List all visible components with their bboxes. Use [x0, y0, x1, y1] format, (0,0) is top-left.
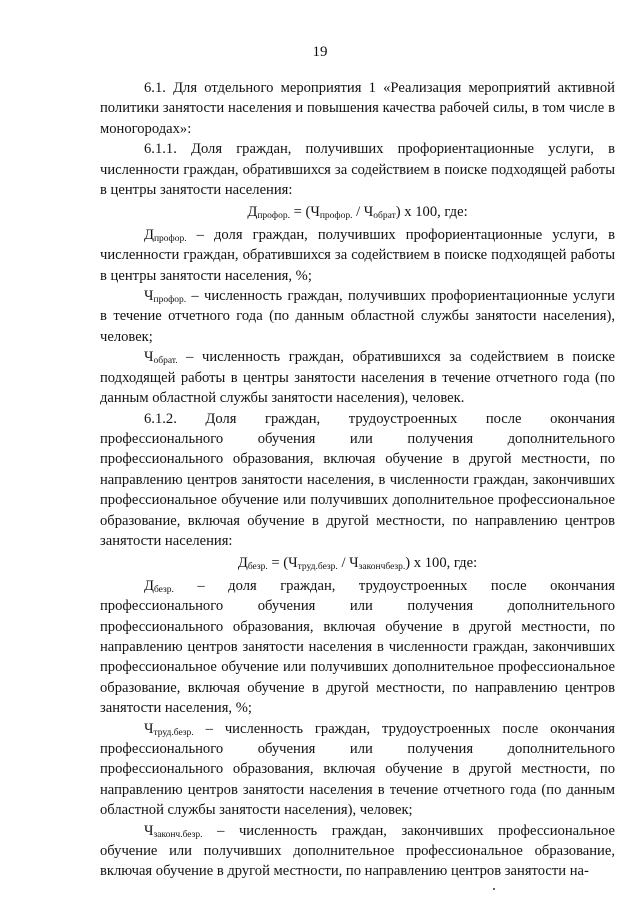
- formula-slash: / Ч: [337, 555, 359, 572]
- def-symbol: Ч: [144, 349, 154, 366]
- definition-d-profor: [100, 225, 615, 286]
- formula-lhs: Д: [247, 204, 258, 221]
- def-text: – численность граждан, обратившихся за содействием в поиске подходящей работы в центры занятости населения в течение отчетного года (по данным областной службы занятости населения), человек.: [100, 349, 615, 407]
- definition-ch-profor: [100, 286, 615, 347]
- def-symbol: Д: [144, 226, 154, 243]
- def-symbol: Ч: [144, 720, 154, 737]
- def-text: – доля граждан, получивших профориентационные услуги, в численности граждан, обратившихся за содействием в поиске подходящей работы в центры занятости населения, %;: [100, 226, 615, 284]
- page-content: [100, 78, 615, 882]
- formula-b-sub: обрат: [373, 211, 396, 222]
- formula-a-sub: профор.: [319, 211, 353, 222]
- formula-lhs-sub: профор.: [257, 211, 290, 222]
- paragraph-6-1-2-body: профессионального обучения или получения дополнительного профессионального образования, включая обучение в другой местности, по направлению центров занятости населения, в численности граждан, закончивших профессиональное обучение или получивших дополнительное профессиональное образование, включая обучение в другой местности, по направлению центров занятости населения:: [100, 430, 615, 549]
- definition-d-bezr: [100, 576, 615, 719]
- formula-b-sub: закончбезр.: [358, 562, 406, 573]
- def-text: – численность граждан, трудоустроенных после окончания профессионального обучения или получения дополнительного профессионального образования, включая обучение в другой местности, по направлению центров занятости населения в течение отчетного года (по данным областной службы занятости населения), человек;: [100, 720, 615, 819]
- definition-ch-trud-bezr: [100, 719, 615, 821]
- formula-a-sub: труд.безр.: [297, 562, 338, 573]
- formula-lhs-sub: безр.: [247, 562, 268, 573]
- paragraph-6-1: 6.1. Для отдельного мероприятия 1 «Реализация мероприятий активной политики занятости населения и повышения качества рабочей силы, в том числе в моногородах»:: [100, 80, 615, 137]
- def-text: – численность граждан, закончивших профессиональное обучение или получивших дополнительное профессиональное образование, включая обучение в другой местности, по направлению центров занятости на-: [100, 822, 615, 880]
- paragraph-6-1-1: 6.1.1. Доля граждан, получивших профориентационные услуги, в численности граждан, обратившихся за содействием в поиске подходящей работы в центры занятости населения:: [100, 141, 615, 199]
- formula-tail: ) х 100, где:: [405, 555, 478, 572]
- def-symbol-sub: законч.безр.: [153, 829, 203, 840]
- formula-bezr: [100, 553, 615, 573]
- def-symbol-sub: профор.: [153, 295, 187, 306]
- def-text: – численность граждан, получивших профориентационные услуги в течение отчетного года (по данным областной службы занятости населения), человек;: [100, 288, 615, 345]
- def-symbol-sub: профор.: [153, 233, 187, 244]
- formula-profor: [100, 202, 615, 222]
- formula-eq: = (Ч: [289, 204, 320, 221]
- definition-ch-zakonch-bezr: [100, 821, 615, 882]
- scan-speck: [493, 888, 495, 890]
- def-symbol-sub: обрат.: [153, 356, 178, 367]
- def-symbol-sub: труд.безр.: [153, 727, 194, 738]
- formula-slash: / Ч: [352, 204, 374, 221]
- def-text: – доля граждан, трудоустроенных после окончания профессионального обучения или получения дополнительного профессионального образования, включая обучение в другой местности, по направлению центров занятости населения в численности граждан, закончивших профессиональное обучение или получивших дополнительное профессиональное образование, включая обучение в другой местности, по направлению центров занятости населения, %;: [100, 577, 615, 717]
- def-symbol: Ч: [144, 288, 154, 305]
- def-symbol-sub: безр.: [153, 584, 174, 595]
- def-symbol: Д: [144, 577, 154, 594]
- formula-lhs: Д: [237, 555, 248, 572]
- page-number: 19: [312, 44, 328, 60]
- formula-tail: ) х 100, где:: [395, 204, 468, 221]
- definition-ch-obrat: [100, 347, 615, 408]
- paragraph-6-1-2-head: 6.1.2. Доля граждан, трудоустроенных после окончания: [144, 410, 615, 427]
- formula-eq: = (Ч: [267, 555, 298, 572]
- def-symbol: Ч: [144, 822, 154, 839]
